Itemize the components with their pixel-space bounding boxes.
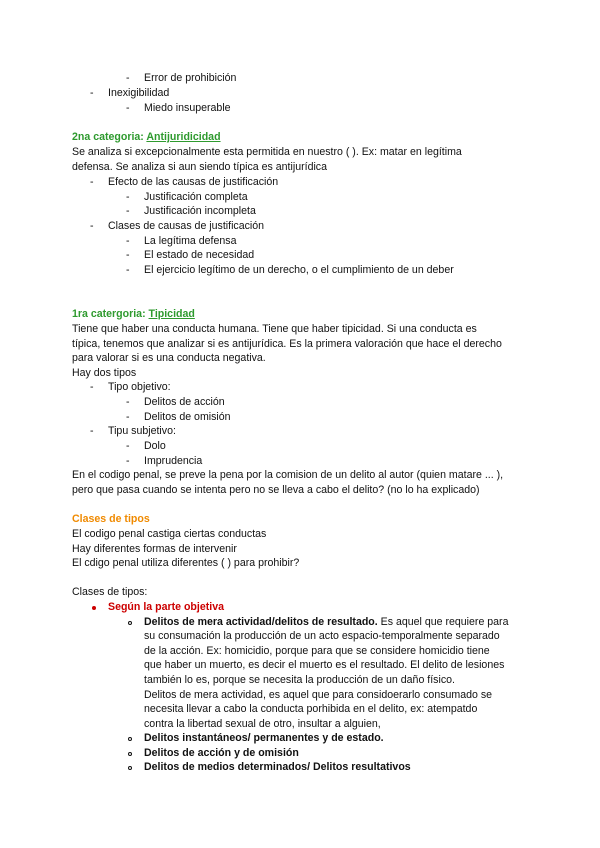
list-item: El ejercicio legítimo de un derecho, o el cumplimiento de un deber — [144, 264, 454, 276]
list-item: Inexigibilidad — [108, 87, 170, 99]
circle-bullet-icon — [128, 766, 132, 770]
list-item: Delitos de medios determinados/ Delitos resultativos — [144, 761, 411, 773]
dash-marker: - — [90, 176, 94, 188]
paragraph-line: para valorar si es una conducta negativa. — [72, 352, 266, 364]
dash-marker: - — [126, 264, 130, 276]
paragraph-line: contra la libertad sexual de otro, insultar a alguien, — [144, 718, 381, 730]
list-item: Clases de causas de justificación — [108, 220, 265, 232]
paragraph-line: El codigo penal castiga ciertas conductas — [72, 528, 267, 540]
paragraph-line: también lo es, porque se necesita la producción de un daño físico. — [144, 674, 455, 686]
paragraph-line: Se analiza si excepcionalmente esta permitida en nuestro ( ). Ex: matar en legítima — [72, 146, 462, 158]
list-item: Según la parte objetiva — [108, 601, 224, 613]
dash-marker: - — [126, 191, 130, 203]
paragraph-line: Hay dos tipos — [72, 367, 137, 379]
list-item: Miedo insuperable — [144, 102, 231, 114]
paragraph-line: su consumación la producción de un acto espacio-temporalmente separado — [144, 630, 500, 642]
dash-marker: - — [126, 440, 130, 452]
dash-marker: - — [126, 235, 130, 247]
dash-marker: - — [90, 381, 94, 393]
list-item: El estado de necesidad — [144, 249, 255, 261]
paragraph-line: necesita llevar a cabo la conducta porhibida en el delito, ex: atempatdo — [144, 703, 478, 715]
list-item: Delitos de omisión — [144, 411, 231, 423]
dash-marker: - — [126, 455, 130, 467]
paragraph-line: El cdigo penal utiliza diferentes ( ) para prohibir? — [72, 557, 300, 569]
dash-marker: - — [90, 425, 94, 437]
list-item: La legítima defensa — [144, 235, 237, 247]
paragraph-line: Delitos de mera actividad, es aquel que para considoerarlo consumado se — [144, 689, 493, 701]
dash-marker: - — [90, 87, 94, 99]
list-item: Delitos de mera actividad/delitos de resultado. Es aquel que requiere para — [144, 616, 509, 628]
heading-link[interactable]: Antijuridicidad — [146, 131, 221, 143]
list-item: Dolo — [144, 440, 166, 452]
list-item: Delitos de acción — [144, 396, 225, 408]
dash-marker: - — [90, 220, 94, 232]
section-heading-clases-de-tipos: Clases de tipos — [72, 513, 150, 525]
paragraph-line: En el codigo penal, se preve la pena por la comision de un delito al autor (quien matare ... ), — [72, 469, 504, 481]
list-item: Justificación completa — [144, 191, 248, 203]
paragraph-line: Hay diferentes formas de intervenir — [72, 543, 237, 555]
list-item: Justificación incompleta — [144, 205, 256, 217]
paragraph-line: pero que pasa cuando se intenta pero no se lleva a cabo el delito? (no lo ha explicado) — [72, 484, 480, 496]
list-item: Delitos instantáneos/ permanentes y de estado. — [144, 732, 384, 744]
list-item: Tipu subjetivo: — [108, 425, 176, 437]
section-heading-tipicidad: 1ra catergoria: Tipicidad — [72, 308, 195, 320]
circle-bullet-icon — [128, 737, 132, 741]
dash-marker: - — [126, 205, 130, 217]
list-item: Efecto de las causas de justificación — [108, 176, 279, 188]
circle-bullet-icon — [128, 621, 132, 625]
dash-marker: - — [126, 249, 130, 261]
paragraph-line: Tiene que haber una conducta humana. Tiene que haber tipicidad. Si una conducta es — [72, 323, 477, 335]
paragraph-line: de la acción. Ex: homicidio, porque para que se considere homicidio tiene — [144, 645, 490, 657]
circle-bullet-icon — [128, 752, 132, 756]
paragraph-line: defensa. Se analiza si aun siendo típica es antijurídica — [72, 161, 328, 173]
paragraph-line: típica, tenemos que analizar si es antijurídica. Es la primera valoración que hace el derecho — [72, 338, 502, 350]
list-item: Error de prohibición — [144, 72, 237, 84]
list-item: Delitos de acción y de omisión — [144, 747, 299, 759]
list-item: Tipo objetivo: — [108, 381, 171, 393]
dash-marker: - — [126, 411, 130, 423]
dash-marker: - — [126, 102, 130, 114]
bullet-icon — [92, 606, 96, 610]
paragraph-line: que haber un muerto, es decir el muerto es el resultado. El delito de lesiones — [144, 659, 505, 671]
dash-marker: - — [126, 396, 130, 408]
paragraph-line: Clases de tipos: — [72, 586, 148, 598]
section-heading-antijuridicidad: 2na categoria: Antijuridicidad — [72, 131, 221, 143]
heading-link[interactable]: Tipicidad — [148, 308, 195, 320]
dash-marker: - — [126, 72, 130, 84]
list-item: Imprudencia — [144, 455, 203, 467]
